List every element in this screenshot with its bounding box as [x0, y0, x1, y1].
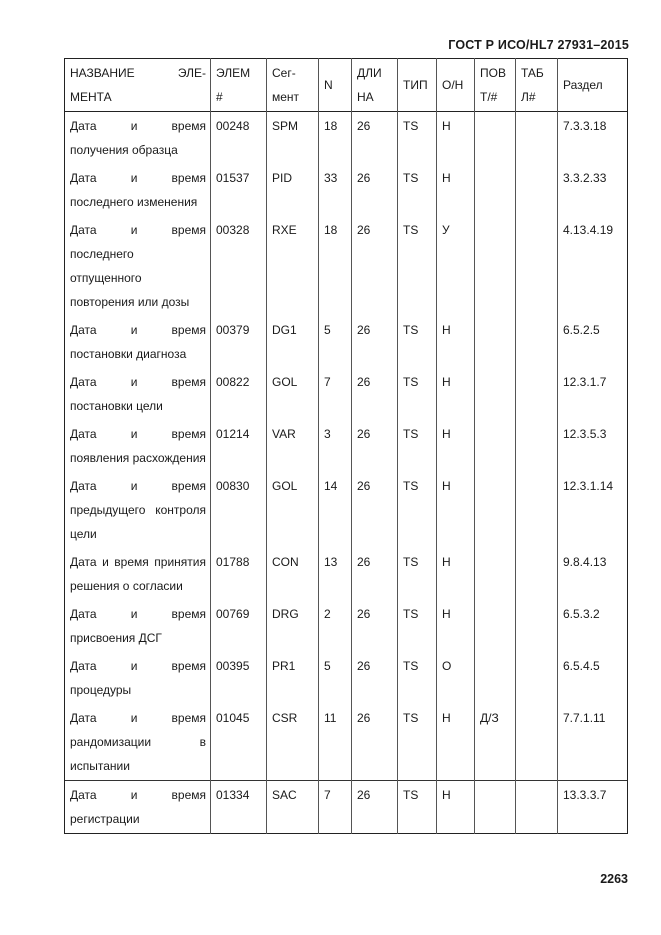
- cell-type: TS: [398, 781, 437, 834]
- cell-element-name: Дата и время предыдущего контроля цели: [65, 472, 211, 548]
- cell-type: TS: [398, 164, 437, 216]
- table-row: [65, 420, 628, 472]
- cell-table-number: [516, 164, 558, 216]
- cell-table-number: [516, 600, 558, 652]
- cell-n: 7: [319, 368, 352, 420]
- cell-segment: VAR: [267, 420, 319, 472]
- cell-length: 26: [352, 600, 398, 652]
- cell-n: 5: [319, 652, 352, 704]
- cell-type: TS: [398, 548, 437, 600]
- cell-repeat: [475, 652, 516, 704]
- cell-n: 13: [319, 548, 352, 600]
- cell-element-number: 00822: [211, 368, 267, 420]
- cell-repeat: [475, 112, 516, 165]
- table-row: [65, 112, 628, 165]
- header-element-number: ЭЛЕМ #: [211, 59, 267, 112]
- header-length: ДЛИ НА: [352, 59, 398, 112]
- cell-n: 14: [319, 472, 352, 548]
- table-row: [65, 316, 628, 368]
- cell-element-name: Дата и время последнего отпущенного повторения или дозы: [65, 216, 211, 316]
- cell-required: Н: [437, 164, 475, 216]
- cell-section: 4.13.4.19: [558, 216, 628, 316]
- cell-segment: GOL: [267, 368, 319, 420]
- cell-type: TS: [398, 704, 437, 781]
- cell-section: 7.3.3.18: [558, 112, 628, 165]
- cell-required: Н: [437, 472, 475, 548]
- cell-repeat: [475, 420, 516, 472]
- cell-required: Н: [437, 600, 475, 652]
- cell-table-number: [516, 112, 558, 165]
- cell-table-number: [516, 652, 558, 704]
- cell-repeat: [475, 600, 516, 652]
- cell-n: 3: [319, 420, 352, 472]
- cell-required: Н: [437, 704, 475, 781]
- cell-type: TS: [398, 368, 437, 420]
- cell-required: Н: [437, 368, 475, 420]
- cell-section: 6.5.4.5: [558, 652, 628, 704]
- cell-table-number: [516, 216, 558, 316]
- cell-element-number: 00379: [211, 316, 267, 368]
- cell-type: TS: [398, 112, 437, 165]
- cell-table-number: [516, 368, 558, 420]
- cell-segment: DRG: [267, 600, 319, 652]
- data-elements-table: [64, 58, 628, 834]
- cell-repeat: [475, 316, 516, 368]
- cell-length: 26: [352, 548, 398, 600]
- cell-section: 12.3.1.14: [558, 472, 628, 548]
- header-table-number: ТАБ Л#: [516, 59, 558, 112]
- header-repeat: ПОВ Т/#: [475, 59, 516, 112]
- cell-segment: PR1: [267, 652, 319, 704]
- cell-element-name: Дата и время постановки цели: [65, 368, 211, 420]
- cell-element-name: Дата и время постановки диагноза: [65, 316, 211, 368]
- document-standard-header: ГОСТ Р ИСО/HL7 27931–2015: [448, 38, 629, 52]
- cell-section: 6.5.3.2: [558, 600, 628, 652]
- cell-repeat: [475, 548, 516, 600]
- cell-length: 26: [352, 368, 398, 420]
- cell-required: Н: [437, 316, 475, 368]
- cell-segment: RXE: [267, 216, 319, 316]
- cell-element-number: 00395: [211, 652, 267, 704]
- cell-segment: CON: [267, 548, 319, 600]
- cell-element-number: 00328: [211, 216, 267, 316]
- cell-section: 12.3.1.7: [558, 368, 628, 420]
- cell-length: 26: [352, 112, 398, 165]
- cell-repeat: [475, 164, 516, 216]
- cell-length: 26: [352, 420, 398, 472]
- cell-section: 12.3.5.3: [558, 420, 628, 472]
- cell-required: Н: [437, 112, 475, 165]
- cell-required: У: [437, 216, 475, 316]
- table-row: [65, 472, 628, 548]
- cell-repeat: [475, 216, 516, 316]
- table-row: [65, 600, 628, 652]
- cell-element-name: Дата и время рандомизации в испытании: [65, 704, 211, 781]
- cell-length: 26: [352, 781, 398, 834]
- cell-length: 26: [352, 316, 398, 368]
- header-n: N: [319, 59, 352, 112]
- cell-required: Н: [437, 781, 475, 834]
- cell-n: 2: [319, 600, 352, 652]
- cell-element-name: Дата и время регистрации: [65, 781, 211, 834]
- cell-n: 33: [319, 164, 352, 216]
- table-row: [65, 368, 628, 420]
- table-row: [65, 652, 628, 704]
- cell-element-number: 01788: [211, 548, 267, 600]
- cell-segment: GOL: [267, 472, 319, 548]
- table-header-row: [65, 59, 628, 112]
- cell-section: 6.5.2.5: [558, 316, 628, 368]
- cell-element-number: 00830: [211, 472, 267, 548]
- cell-element-number: 01045: [211, 704, 267, 781]
- cell-element-number: 00248: [211, 112, 267, 165]
- cell-element-number: 01214: [211, 420, 267, 472]
- cell-type: TS: [398, 316, 437, 368]
- cell-element-name: Дата и время появления расхождения: [65, 420, 211, 472]
- cell-table-number: [516, 420, 558, 472]
- cell-type: TS: [398, 472, 437, 548]
- header-type: ТИП: [398, 59, 437, 112]
- cell-n: 11: [319, 704, 352, 781]
- cell-section: 9.8.4.13: [558, 548, 628, 600]
- cell-element-number: 01334: [211, 781, 267, 834]
- cell-segment: SAC: [267, 781, 319, 834]
- cell-element-name: Дата и время процедуры: [65, 652, 211, 704]
- cell-repeat: [475, 781, 516, 834]
- cell-section: 3.3.2.33: [558, 164, 628, 216]
- cell-n: 7: [319, 781, 352, 834]
- cell-n: 18: [319, 112, 352, 165]
- cell-type: TS: [398, 420, 437, 472]
- cell-element-name: Дата и время присвоения ДСГ: [65, 600, 211, 652]
- table-row: [65, 704, 628, 781]
- cell-segment: DG1: [267, 316, 319, 368]
- cell-n: 5: [319, 316, 352, 368]
- cell-type: TS: [398, 652, 437, 704]
- cell-length: 26: [352, 652, 398, 704]
- cell-element-name: Дата и время последнего изменения: [65, 164, 211, 216]
- cell-repeat: [475, 472, 516, 548]
- cell-segment: SPM: [267, 112, 319, 165]
- header-required: О/Н: [437, 59, 475, 112]
- cell-type: TS: [398, 216, 437, 316]
- cell-length: 26: [352, 704, 398, 781]
- cell-table-number: [516, 704, 558, 781]
- header-section: Раздел: [558, 59, 628, 112]
- cell-length: 26: [352, 216, 398, 316]
- cell-required: О: [437, 652, 475, 704]
- cell-table-number: [516, 316, 558, 368]
- cell-table-number: [516, 472, 558, 548]
- header-element-name: НАЗВАНИЕ ЭЛЕ- МЕНТА: [65, 59, 211, 112]
- cell-length: 26: [352, 472, 398, 548]
- cell-length: 26: [352, 164, 398, 216]
- cell-required: Н: [437, 420, 475, 472]
- cell-type: TS: [398, 600, 437, 652]
- table-row: [65, 164, 628, 216]
- cell-required: Н: [437, 548, 475, 600]
- cell-section: 7.7.1.11: [558, 704, 628, 781]
- table-row: [65, 781, 628, 834]
- header-segment: Сег- мент: [267, 59, 319, 112]
- cell-element-number: 01537: [211, 164, 267, 216]
- cell-element-name: Дата и время получения образца: [65, 112, 211, 165]
- cell-section: 13.3.3.7: [558, 781, 628, 834]
- cell-n: 18: [319, 216, 352, 316]
- page-number: 2263: [600, 872, 628, 886]
- cell-table-number: [516, 781, 558, 834]
- cell-element-number: 00769: [211, 600, 267, 652]
- cell-repeat: [475, 368, 516, 420]
- cell-table-number: [516, 548, 558, 600]
- table-row: [65, 216, 628, 316]
- table-row: [65, 548, 628, 600]
- cell-segment: CSR: [267, 704, 319, 781]
- cell-segment: PID: [267, 164, 319, 216]
- cell-repeat: Д/З: [475, 704, 516, 781]
- cell-element-name: Дата и время принятия решения о согласии: [65, 548, 211, 600]
